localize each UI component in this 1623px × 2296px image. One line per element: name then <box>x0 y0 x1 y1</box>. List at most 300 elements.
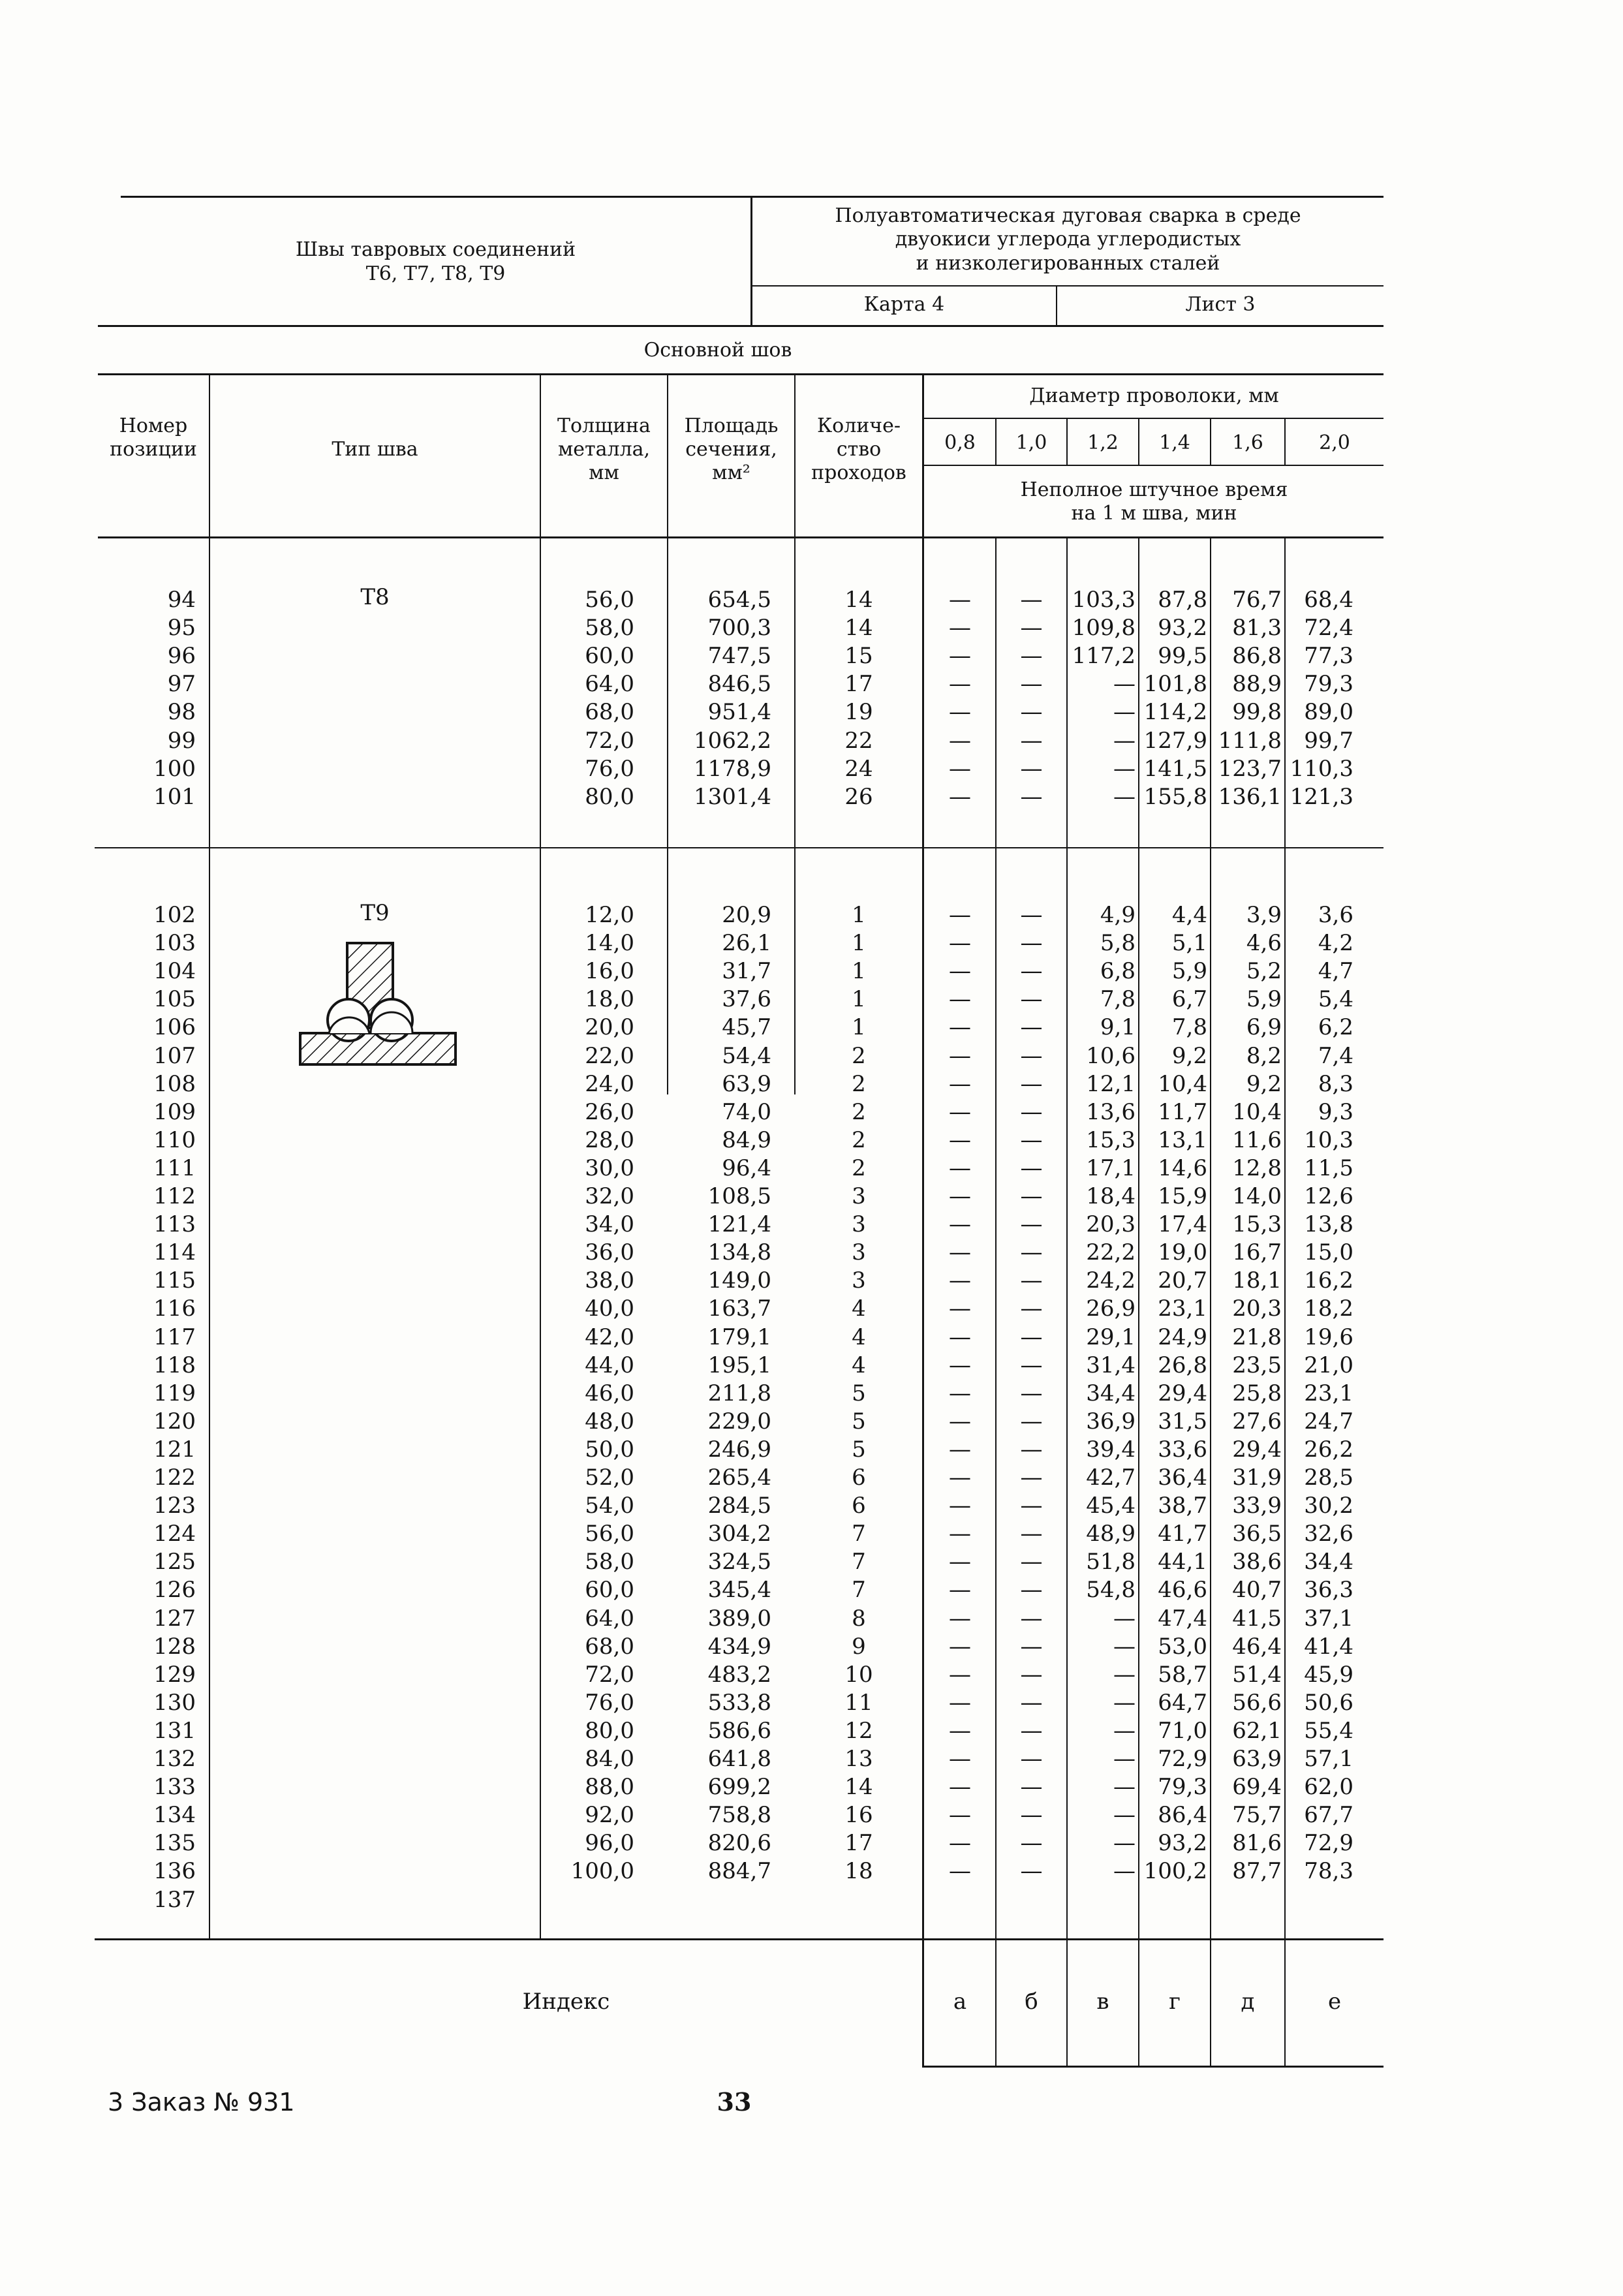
cell-area: 54,4 <box>722 1042 771 1069</box>
cell-number: 135 <box>153 1830 196 1857</box>
cell-thickness: 80,0 <box>585 783 634 810</box>
cell-d12: — <box>1113 1746 1136 1772</box>
cell-area: 654,5 <box>707 587 771 613</box>
cell-area: 96,4 <box>722 1155 771 1181</box>
cell-area: 846,5 <box>707 671 771 698</box>
header-bottom-line <box>98 325 1383 327</box>
cell-thickness: 48,0 <box>585 1408 634 1435</box>
cell-d12: 103,3 <box>1072 587 1136 613</box>
cell-d12: 54,8 <box>1086 1577 1136 1604</box>
cell-area: 533,8 <box>707 1689 771 1716</box>
cell-d14: 101,8 <box>1143 671 1207 698</box>
cell-passes: 1 <box>852 958 866 985</box>
cell-d14: 36,4 <box>1158 1465 1207 1491</box>
cell-area: 121,4 <box>707 1211 771 1238</box>
cell-d20: 10,3 <box>1304 1126 1353 1153</box>
cell-d20: 3,6 <box>1318 902 1353 928</box>
cell-d14: 44,1 <box>1158 1549 1207 1575</box>
vline-passes <box>922 373 924 1940</box>
cell-d16: 38,6 <box>1232 1549 1282 1575</box>
cell-passes: 15 <box>844 643 873 670</box>
cell-d08: — <box>949 1267 971 1294</box>
cell-d10: — <box>1020 1802 1043 1829</box>
cell-d10: — <box>1020 1014 1043 1041</box>
cell-d08: — <box>949 1689 971 1716</box>
cell-area: 951,4 <box>707 699 771 726</box>
cell-thickness: 100,0 <box>570 1858 634 1885</box>
cell-d14: 47,4 <box>1158 1605 1207 1632</box>
cell-d20: 67,7 <box>1304 1802 1353 1829</box>
weld-type-t8: Т8 <box>360 584 390 610</box>
cell-number: 107 <box>153 1042 196 1069</box>
cell-d10: — <box>1020 615 1043 642</box>
cell-thickness: 18,0 <box>585 986 634 1013</box>
cell-d12: — <box>1113 699 1136 726</box>
cell-number: 99 <box>167 727 196 754</box>
cell-d12: 51,8 <box>1086 1549 1136 1575</box>
cell-d20: 9,3 <box>1318 1098 1353 1125</box>
cell-d10: — <box>1020 930 1043 957</box>
cell-d20: 26,2 <box>1304 1436 1353 1463</box>
cell-number: 130 <box>153 1689 196 1716</box>
cell-area: 758,8 <box>707 1802 771 1829</box>
cell-d14: 7,8 <box>1171 1014 1207 1041</box>
cell-d20: 55,4 <box>1304 1717 1353 1744</box>
cell-number: 102 <box>153 902 196 928</box>
cell-area: 37,6 <box>722 986 771 1013</box>
cell-d20: 4,2 <box>1318 930 1353 957</box>
cell-d08: — <box>949 1155 971 1181</box>
cell-area: 229,0 <box>707 1408 771 1435</box>
cell-thickness: 22,0 <box>585 1042 634 1069</box>
diameter-values-line <box>923 465 1383 466</box>
cell-area: 1301,4 <box>694 783 771 810</box>
col-area-line-2: сечения, <box>685 438 777 461</box>
cell-number: 111 <box>153 1155 196 1181</box>
cell-d16: 8,2 <box>1246 1042 1282 1069</box>
cell-d08: — <box>949 783 971 810</box>
cell-thickness: 88,0 <box>585 1774 634 1801</box>
cell-d16: 12,8 <box>1232 1155 1282 1181</box>
cell-d08: — <box>949 958 971 985</box>
cell-number: 105 <box>153 986 196 1013</box>
index-bottom-line <box>922 2066 1383 2068</box>
cell-d12: 36,9 <box>1086 1408 1136 1435</box>
vline-d16 <box>1284 418 1286 465</box>
section-title: Основной шов <box>643 339 792 362</box>
cell-d08: — <box>949 1380 971 1406</box>
cell-thickness: 16,0 <box>585 958 634 985</box>
vline-d14 <box>1210 418 1211 465</box>
cell-d20: 121,3 <box>1290 783 1353 810</box>
vline-d08 <box>995 418 997 465</box>
cell-thickness: 76,0 <box>585 755 634 782</box>
col-thickness-line-1: Толщина <box>557 414 651 437</box>
cell-area: 84,9 <box>722 1126 771 1153</box>
cell-d10: — <box>1020 1661 1043 1688</box>
cell-d20: 7,4 <box>1318 1042 1353 1069</box>
cell-d20: 13,8 <box>1304 1211 1353 1238</box>
cell-d12: 24,2 <box>1086 1267 1136 1294</box>
cell-d12: 39,4 <box>1086 1436 1136 1463</box>
cell-d10: — <box>1020 1465 1043 1491</box>
cell-d10: — <box>1020 1436 1043 1463</box>
cell-area: 163,7 <box>707 1295 771 1322</box>
cell-passes: 13 <box>844 1746 873 1772</box>
group-separator-line <box>95 847 1383 848</box>
cell-d16: 16,7 <box>1232 1239 1282 1266</box>
vline-number <box>209 373 210 1940</box>
cell-number: 124 <box>153 1521 196 1547</box>
cell-d20: 4,7 <box>1318 958 1353 985</box>
cell-d16: 51,4 <box>1232 1661 1282 1688</box>
cell-number: 108 <box>153 1070 196 1097</box>
cell-d12: — <box>1113 1633 1136 1660</box>
header-right-mid-line <box>750 285 1383 287</box>
cell-d08: — <box>949 615 971 642</box>
cell-area: 820,6 <box>707 1830 771 1857</box>
cell-d12: — <box>1113 1858 1136 1885</box>
cell-d10: — <box>1020 1295 1043 1322</box>
cell-d16: 46,4 <box>1232 1633 1282 1660</box>
cell-d14: 20,7 <box>1158 1267 1207 1294</box>
cell-number: 110 <box>153 1126 196 1153</box>
cell-thickness: 72,0 <box>585 1661 634 1688</box>
col-area-line-3: мм² <box>712 461 750 484</box>
cell-d16: 18,1 <box>1232 1267 1282 1294</box>
cell-d10: — <box>1020 1521 1043 1547</box>
vline-d10 <box>1066 418 1068 465</box>
cell-d14: 86,4 <box>1158 1802 1207 1829</box>
cell-d20: 37,1 <box>1304 1605 1353 1632</box>
cell-d16: 40,7 <box>1232 1577 1282 1604</box>
cell-d12: 22,2 <box>1086 1239 1136 1266</box>
cell-area: 304,2 <box>707 1521 771 1547</box>
cell-area: 26,1 <box>722 930 771 957</box>
cell-passes: 24 <box>844 755 873 782</box>
cell-d08: — <box>949 1605 971 1632</box>
col-diameter-title: Диаметр проволоки, мм <box>1029 384 1279 407</box>
cell-d10: — <box>1020 1408 1043 1435</box>
header-left-title: Швы тавровых соединений <box>295 238 576 261</box>
cell-thickness: 64,0 <box>585 1605 634 1632</box>
col-thickness-line-3: мм <box>589 461 619 484</box>
cell-d12: 117,2 <box>1072 643 1136 670</box>
cell-passes: 16 <box>844 1802 873 1829</box>
col-number-line-2: позиции <box>110 438 197 461</box>
cell-d16: 88,9 <box>1232 671 1282 698</box>
cell-number: 119 <box>153 1380 196 1406</box>
cell-d14: 38,7 <box>1158 1493 1207 1519</box>
header-right-title-line-1: Полуавтоматическая дуговая сварка в среде <box>835 204 1301 227</box>
cell-passes: 18 <box>844 1858 873 1885</box>
cell-thickness: 38,0 <box>585 1267 634 1294</box>
cell-area: 284,5 <box>707 1493 771 1519</box>
cell-d10: — <box>1020 1239 1043 1266</box>
cell-d10: — <box>1020 643 1043 670</box>
cell-number: 120 <box>153 1408 196 1435</box>
cell-d16: 76,7 <box>1232 587 1282 613</box>
t9-weld-joint-diagram <box>287 930 470 1070</box>
cell-d12: 26,9 <box>1086 1295 1136 1322</box>
cell-passes: 1 <box>852 986 866 1013</box>
cell-d12: — <box>1113 1717 1136 1744</box>
cell-d16: 81,3 <box>1232 615 1282 642</box>
cell-passes: 17 <box>844 1830 873 1857</box>
cell-d20: 11,5 <box>1304 1155 1353 1181</box>
cell-passes: 22 <box>844 727 873 754</box>
cell-number: 131 <box>153 1717 196 1744</box>
cell-passes: 2 <box>852 1042 866 1069</box>
cell-d14: 100,2 <box>1143 1858 1207 1885</box>
cell-passes: 26 <box>844 783 873 810</box>
cell-d12: 34,4 <box>1086 1380 1136 1406</box>
cell-d10: — <box>1020 1042 1043 1069</box>
cell-d08: — <box>949 1014 971 1041</box>
table-header-bottom-line <box>98 536 1383 538</box>
cell-d14: 114,2 <box>1143 699 1207 726</box>
cell-thickness: 34,0 <box>585 1211 634 1238</box>
index-letter-a: а <box>953 1989 967 2015</box>
cell-d12: 48,9 <box>1086 1521 1136 1547</box>
cell-d14: 13,1 <box>1158 1126 1207 1153</box>
cell-d12: 109,8 <box>1072 615 1136 642</box>
diameter-header-line <box>923 418 1383 419</box>
cell-d10: — <box>1020 671 1043 698</box>
cell-thickness: 92,0 <box>585 1802 634 1829</box>
cell-d14: 26,8 <box>1158 1352 1207 1378</box>
cell-d12: 29,1 <box>1086 1324 1136 1350</box>
cell-number: 127 <box>153 1605 196 1632</box>
cell-d12: — <box>1113 1605 1136 1632</box>
cell-d12: 5,8 <box>1100 930 1136 957</box>
cell-d20: 89,0 <box>1304 699 1353 726</box>
cell-thickness: 28,0 <box>585 1126 634 1153</box>
index-letter-d: д <box>1241 1989 1255 2015</box>
index-letter-g: г <box>1169 1989 1181 2015</box>
cell-d16: 33,9 <box>1232 1493 1282 1519</box>
cell-thickness: 24,0 <box>585 1070 634 1097</box>
cell-d14: 127,9 <box>1143 727 1207 754</box>
cell-area: 483,2 <box>707 1661 771 1688</box>
cell-d08: — <box>949 930 971 957</box>
cell-d20: 78,3 <box>1304 1858 1353 1885</box>
cell-number: 98 <box>167 699 196 726</box>
cell-d16: 111,8 <box>1218 727 1282 754</box>
weld-type-t9: Т9 <box>360 900 390 926</box>
cell-number: 129 <box>153 1661 196 1688</box>
cell-area: 345,4 <box>707 1577 771 1604</box>
cell-area: 149,0 <box>707 1267 771 1294</box>
cell-passes: 1 <box>852 930 866 957</box>
cell-passes: 17 <box>844 671 873 698</box>
cell-d12: — <box>1113 671 1136 698</box>
cell-d10: — <box>1020 1746 1043 1772</box>
cell-d16: 69,4 <box>1232 1774 1282 1801</box>
cell-d20: 110,3 <box>1290 755 1353 782</box>
diameter-0.8: 0,8 <box>944 431 976 454</box>
cell-area: 1062,2 <box>694 727 771 754</box>
cell-d10: — <box>1020 986 1043 1013</box>
cell-d14: 10,4 <box>1158 1070 1207 1097</box>
cell-number: 106 <box>153 1014 196 1041</box>
cell-d10: — <box>1020 1352 1043 1378</box>
table-top-line <box>98 373 1383 375</box>
header-sheet-label: Лист 3 <box>1185 293 1256 316</box>
data-bottom-line <box>95 1938 1383 1940</box>
cell-number: 133 <box>153 1774 196 1801</box>
cell-d16: 27,6 <box>1232 1408 1282 1435</box>
cell-number: 123 <box>153 1493 196 1519</box>
cell-d20: 72,4 <box>1304 615 1353 642</box>
cell-thickness: 58,0 <box>585 615 634 642</box>
cell-d16: 20,3 <box>1232 1295 1282 1322</box>
cell-d14: 53,0 <box>1158 1633 1207 1660</box>
cell-number: 95 <box>167 615 196 642</box>
cell-d14: 79,3 <box>1158 1774 1207 1801</box>
cell-d10: — <box>1020 755 1043 782</box>
cell-d08: — <box>949 1549 971 1575</box>
cell-area: 586,6 <box>707 1717 771 1744</box>
index-letter-e: е <box>1327 1989 1342 2015</box>
cell-d10: — <box>1020 727 1043 754</box>
cell-d20: 77,3 <box>1304 643 1353 670</box>
header-left-subtitle: Т6, Т7, Т8, Т9 <box>365 262 506 285</box>
cell-d10: — <box>1020 1549 1043 1575</box>
cell-number: 112 <box>153 1183 196 1209</box>
cell-d20: 16,2 <box>1304 1267 1353 1294</box>
cell-d08: — <box>949 1858 971 1885</box>
col-area-line-1: Площадь <box>684 414 779 437</box>
cell-passes: 7 <box>852 1521 866 1547</box>
cell-area: 389,0 <box>707 1605 771 1632</box>
cell-number: 115 <box>153 1267 196 1294</box>
cell-d10: — <box>1020 1183 1043 1209</box>
cell-d08: — <box>949 902 971 928</box>
footer-page-number: 33 <box>717 2087 752 2117</box>
cell-d20: 21,0 <box>1304 1352 1353 1378</box>
diameter-1.2: 1,2 <box>1087 431 1119 454</box>
cell-passes: 8 <box>852 1605 866 1632</box>
cell-d08: — <box>949 1830 971 1857</box>
cell-d08: — <box>949 1183 971 1209</box>
cell-d20: 23,1 <box>1304 1380 1353 1406</box>
cell-d08: — <box>949 1436 971 1463</box>
cell-number: 103 <box>153 930 196 957</box>
cell-d16: 10,4 <box>1232 1098 1282 1125</box>
cell-thickness: 56,0 <box>585 587 634 613</box>
cell-d16: 63,9 <box>1232 1746 1282 1772</box>
cell-passes: 2 <box>852 1126 866 1153</box>
vline-index-left <box>922 1938 924 2068</box>
cell-number: 116 <box>153 1295 196 1322</box>
cell-d08: — <box>949 699 971 726</box>
cell-thickness: 26,0 <box>585 1098 634 1125</box>
cell-d14: 46,6 <box>1158 1577 1207 1604</box>
cell-d12: — <box>1113 755 1136 782</box>
cell-area: 211,8 <box>707 1380 771 1406</box>
cell-d08: — <box>949 1098 971 1125</box>
cell-d16: 87,7 <box>1232 1858 1282 1885</box>
cell-number: 104 <box>153 958 196 985</box>
cell-d08: — <box>949 1408 971 1435</box>
cell-d14: 29,4 <box>1158 1380 1207 1406</box>
cell-area: 434,9 <box>707 1633 771 1660</box>
cell-number: 128 <box>153 1633 196 1660</box>
cell-area: 195,1 <box>707 1352 771 1378</box>
cell-passes: 7 <box>852 1549 866 1575</box>
cell-d14: 64,7 <box>1158 1689 1207 1716</box>
cell-d16: 14,0 <box>1232 1183 1282 1209</box>
cell-thickness: 32,0 <box>585 1183 634 1209</box>
cell-passes: 6 <box>852 1493 866 1519</box>
cell-d20: 57,1 <box>1304 1746 1353 1772</box>
cell-passes: 6 <box>852 1465 866 1491</box>
cell-d16: 62,1 <box>1232 1717 1282 1744</box>
cell-d12: — <box>1113 1802 1136 1829</box>
cell-thickness: 72,0 <box>585 727 634 754</box>
cell-d14: 93,2 <box>1158 1830 1207 1857</box>
cell-d16: 23,5 <box>1232 1352 1282 1378</box>
cell-d10: — <box>1020 1830 1043 1857</box>
cell-passes: 14 <box>844 587 873 613</box>
cell-d10: — <box>1020 1774 1043 1801</box>
cell-area: 747,5 <box>707 643 771 670</box>
cell-d12: 31,4 <box>1086 1352 1136 1378</box>
cell-d20: 50,6 <box>1304 1689 1353 1716</box>
cell-thickness: 30,0 <box>585 1155 634 1181</box>
cell-d14: 71,0 <box>1158 1717 1207 1744</box>
cell-area: 700,3 <box>707 615 771 642</box>
cell-d20: 12,6 <box>1304 1183 1353 1209</box>
cell-number: 101 <box>153 783 196 810</box>
cell-d08: — <box>949 1717 971 1744</box>
cell-d14: 17,4 <box>1158 1211 1207 1238</box>
cell-d12: 45,4 <box>1086 1493 1136 1519</box>
cell-d16: 86,8 <box>1232 643 1282 670</box>
cell-number: 114 <box>153 1239 196 1266</box>
cell-d10: — <box>1020 902 1043 928</box>
col-passes-line-3: проходов <box>811 461 906 484</box>
cell-passes: 4 <box>852 1324 866 1350</box>
col-passes-line-1: Количе- <box>816 414 901 437</box>
cell-d16: 11,6 <box>1232 1126 1282 1153</box>
cell-d16: 123,7 <box>1218 755 1282 782</box>
cell-d08: — <box>949 1746 971 1772</box>
cell-d16: 4,6 <box>1246 930 1282 957</box>
index-label: Индекс <box>522 1989 610 2015</box>
cell-d10: — <box>1020 1689 1043 1716</box>
cell-d08: — <box>949 1042 971 1069</box>
cell-thickness: 44,0 <box>585 1352 634 1378</box>
cell-passes: 10 <box>844 1661 873 1688</box>
cell-d12: 15,3 <box>1086 1126 1136 1153</box>
cell-area: 63,9 <box>722 1070 771 1097</box>
cell-passes: 9 <box>852 1633 866 1660</box>
diameter-1.6: 1,6 <box>1232 431 1263 454</box>
cell-d08: — <box>949 1211 971 1238</box>
cell-d14: 31,5 <box>1158 1408 1207 1435</box>
cell-d08: — <box>949 1802 971 1829</box>
cell-number: 122 <box>153 1465 196 1491</box>
cell-d10: — <box>1020 1493 1043 1519</box>
diameter-2.0: 2,0 <box>1319 431 1350 454</box>
cell-d10: — <box>1020 783 1043 810</box>
cell-thickness: 64,0 <box>585 671 634 698</box>
cell-d14: 9,2 <box>1171 1042 1207 1069</box>
cell-area: 265,4 <box>707 1465 771 1491</box>
cell-d16: 36,5 <box>1232 1521 1282 1547</box>
